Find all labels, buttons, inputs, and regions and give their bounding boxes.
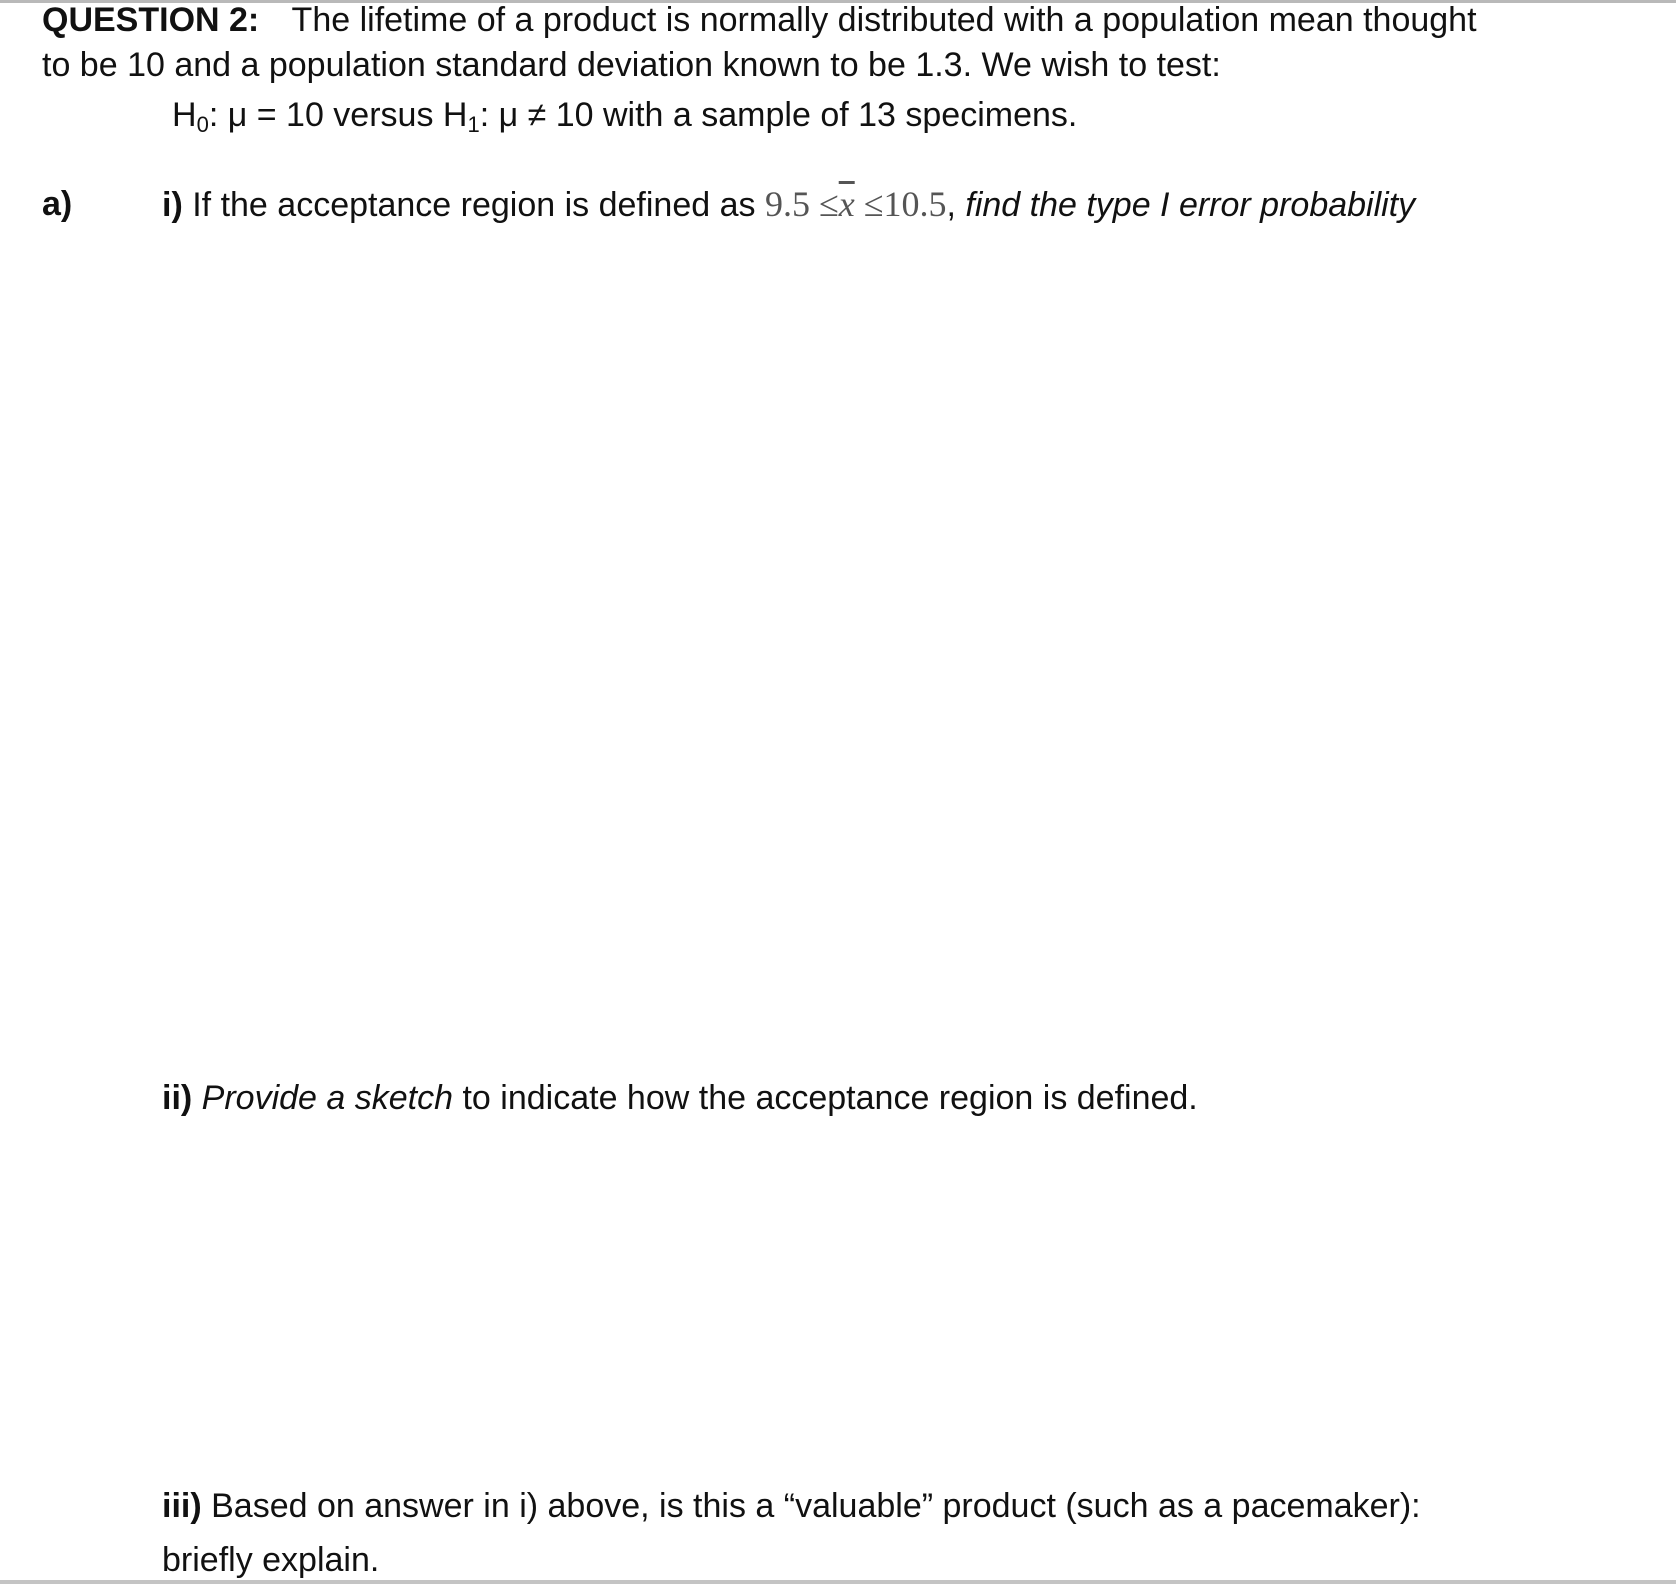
- part-a-iii-text-2: briefly explain.: [162, 1541, 380, 1579]
- bottom-rule: [0, 1580, 1676, 1584]
- part-a-label: a): [42, 185, 73, 223]
- part-a-ii-label: ii): [162, 1079, 193, 1117]
- part-a-iii-line-2: [162, 1540, 379, 1580]
- part-a-iii-label: iii): [162, 1487, 202, 1525]
- part-a-i-text: If the acceptance region is defined as: [192, 186, 756, 224]
- question-line-2: [42, 45, 1221, 85]
- question-label: QUESTION 2:: [42, 1, 260, 39]
- question-line-1: [42, 0, 1477, 40]
- part-a-i-label: i): [162, 186, 183, 224]
- part-a-i: i) If the acceptance region is defined as $9.5 \le\overline{x} \le 10.5$, find the type I error probability: [162, 184, 1416, 224]
- part-a-ii-text: to indicate how the acceptance region is defined.: [462, 1079, 1198, 1117]
- part-a-ii-italic: Provide a sketch: [201, 1079, 454, 1117]
- question-intro-2: to be 10 and a population standard deviation known to be 1.3. We wish to test:: [42, 46, 1221, 84]
- acceptance-region-math: $9.5 \le\overline{x} \le 10.5$: [764, 184, 947, 224]
- part-a-iii-text: Based on answer in i) above, is this a “valuable” product (such as a pacemaker):: [211, 1487, 1421, 1525]
- hypotheses: $H_0$: μ = 10 versus $H_1$: μ ≠ 10 with a sample of 13 specimens.: [172, 96, 1078, 137]
- question-intro-1: The lifetime of a product is normally distributed with a population mean thought: [291, 1, 1477, 39]
- part-a-i-instruction: find the type I error probability: [965, 186, 1416, 224]
- part-a-ii: [162, 1078, 1198, 1118]
- part-a-iii: [162, 1486, 1421, 1526]
